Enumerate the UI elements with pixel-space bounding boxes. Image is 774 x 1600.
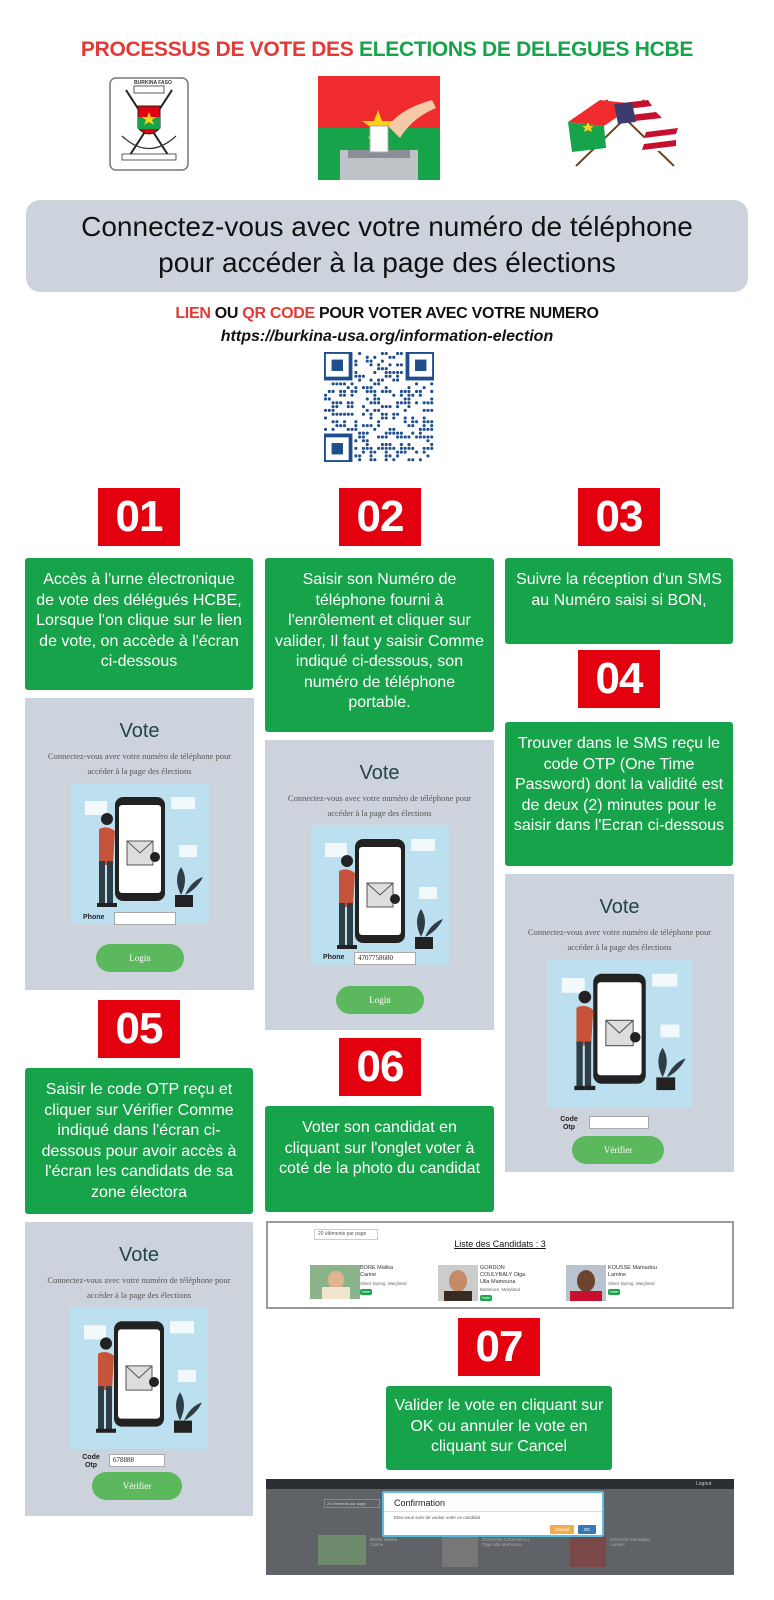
candidate-photo-1 — [310, 1265, 360, 1299]
emblem-text: BURKINA FASO — [134, 80, 172, 86]
otp-input[interactable]: 678888 — [109, 1454, 165, 1467]
candidate-name-3: KOUSSE Mamadou Lamine — [610, 1537, 651, 1547]
step-02-number: 02 — [339, 488, 421, 546]
intro-banner — [26, 200, 748, 292]
step-01-text: Accès à l'urne électronique de vote des délégués HCBE, Lorsque l'on clique sur le lien de vote, on accède à l'écran ci-dessous — [25, 558, 253, 690]
candidate-photo-2 — [438, 1265, 478, 1301]
vote-heading: Vote — [359, 762, 400, 784]
ballot-box-icon — [318, 76, 440, 180]
verify-button[interactable]: Vérifier — [572, 1136, 664, 1164]
candidate-name-1: BORE Malika Carine — [370, 1537, 398, 1547]
vote-button-1[interactable]: Voter — [361, 1289, 371, 1294]
vote-heading: Vote — [599, 896, 640, 918]
title-part2: ELECTIONS DE DELEGUES HCBE — [359, 38, 694, 61]
code-label: Code Otp — [82, 1454, 100, 1469]
login-screen-filled — [265, 740, 494, 1030]
link-lien: LIEN — [175, 305, 211, 322]
vote-button-3[interactable]: Voter — [609, 1289, 619, 1294]
vote-subtitle: Connectez-vous avec votre numéro de téléphone pour accéder à la page des élections — [527, 927, 712, 952]
per-page-select[interactable]: 20 éléments par page — [324, 1499, 380, 1508]
confirmation-title: Confirmation — [394, 1498, 446, 1508]
link-line — [0, 305, 774, 323]
step-06-number: 06 — [339, 1038, 421, 1096]
banner-line-2: pour accéder à la page des élections — [158, 247, 616, 278]
burkina-emblem-icon — [108, 76, 190, 176]
title-part1: PROCESSUS DE VOTE DES — [80, 38, 354, 61]
step-03-text: Suivre la réception d'un SMS au Numéro saisi si BON, — [505, 558, 733, 644]
confirmation-message: Etes-vous sure de vouloir voter ce candidat — [394, 1515, 481, 1520]
crossed-flags-icon — [566, 96, 684, 168]
otp-screen-filled — [25, 1222, 253, 1516]
confirmation-screen — [266, 1479, 734, 1575]
phone-illustration-icon — [547, 959, 692, 1107]
ok-button[interactable]: OK — [578, 1525, 596, 1534]
candidate-list-title: Liste des Candidats : 3 — [454, 1239, 546, 1249]
candidate-city-3: Silver Spring, Maryland — [608, 1281, 655, 1286]
step-05-text: Saisir le code OTP reçu et cliquer sur Vérifier Comme indiqué dans l'écran ci-dessous pour avoir accès à l'écran les candidats de sa zone électora — [25, 1068, 253, 1214]
phone-input[interactable] — [114, 912, 176, 925]
qr-code-icon[interactable] — [324, 352, 434, 462]
cancel-button[interactable]: Cancel — [550, 1525, 574, 1534]
phone-illustration-icon — [70, 1307, 208, 1449]
step-04-text: Trouver dans le SMS reçu le code OTP (One Time Password) dont la validité est de deux (2) minutes pour le saisir dans l'Ecran ci-dessous — [505, 722, 733, 866]
candidate-photo-3 — [566, 1265, 606, 1301]
logout-link[interactable]: Logout — [696, 1481, 712, 1487]
election-url-link[interactable]: https://burkina-usa.org/information-election — [220, 328, 554, 345]
step-03-number: 03 — [578, 488, 660, 546]
vote-subtitle: Connectez-vous avec votre numéro de téléphone pour accéder à la page des élections — [287, 793, 472, 818]
candidate-photo-1 — [318, 1535, 366, 1565]
step-01-number: 01 — [98, 488, 180, 546]
candidate-name-1: BORE Malika Carine — [360, 1265, 394, 1278]
candidate-name-2: GORDON COULYBALY Olga Ulla Mamouna — [480, 1265, 526, 1285]
otp-input[interactable] — [589, 1116, 649, 1129]
candidate-photo-3 — [570, 1535, 606, 1567]
candidates-screen — [266, 1221, 734, 1309]
vote-subtitle: Connectez-vous avec votre numéro de téléphone pour accéder à la page des élections — [47, 751, 232, 776]
candidate-photo-2 — [442, 1535, 478, 1567]
candidate-name-2: GORDON COULYBALY Olga Ulla Mamouna — [482, 1537, 530, 1547]
step-05-number: 05 — [98, 1000, 180, 1058]
candidate-name-3: KOUSSE Mamadou Lamine — [608, 1265, 657, 1278]
step-07-text: Valider le vote en cliquant sur OK ou annuler le vote en cliquant sur Cancel — [386, 1386, 612, 1470]
link-qr: QR CODE — [242, 305, 315, 322]
code-label: Code Otp — [560, 1116, 578, 1131]
otp-screen-empty — [505, 874, 734, 1172]
banner-line-1: Connectez-vous avec votre numéro de téléphone — [81, 211, 693, 242]
vote-button-2[interactable]: Voter — [481, 1295, 491, 1300]
step-06-text: Voter son candidat en cliquant sur l'onglet voter à coté de la photo du candidat — [265, 1106, 494, 1212]
step-07-number: 07 — [458, 1318, 540, 1376]
step-04-number: 04 — [578, 650, 660, 708]
page-title — [0, 38, 774, 62]
vote-heading: Vote — [118, 1244, 160, 1266]
link-ou: OU — [214, 305, 239, 322]
login-button[interactable]: Login — [336, 986, 424, 1014]
phone-illustration-icon — [71, 783, 209, 923]
verify-button[interactable]: Vérifier — [92, 1472, 182, 1500]
phone-illustration-icon — [311, 825, 449, 965]
phone-label: Phone — [323, 954, 345, 961]
login-button[interactable]: Login — [96, 944, 184, 972]
per-page-select[interactable]: 20 éléments par page — [314, 1229, 378, 1240]
confirmation-dialog — [382, 1491, 604, 1537]
step-02-text: Saisir son Numéro de téléphone fourni à l'enrôlement et cliquer sur valider, Il faut y saisir Comme indiqué ci-dessous, son numéro de téléphone portable. — [265, 558, 494, 732]
link-rest: POUR VOTER AVEC VOTRE NUMERO — [319, 305, 599, 322]
vote-heading: Vote — [119, 720, 160, 742]
login-screen-empty — [25, 698, 254, 990]
vote-subtitle: Connectez-vous avec votre numéro de téléphone pour accéder à la page des élections — [47, 1275, 231, 1300]
top-navbar — [266, 1479, 734, 1489]
phone-input[interactable]: 4707758680 — [354, 952, 416, 965]
phone-label: Phone — [83, 914, 105, 921]
candidate-city-2: Baltimore, Maryland — [480, 1287, 521, 1292]
candidate-city-1: Silver Spring, Maryland — [360, 1281, 407, 1286]
